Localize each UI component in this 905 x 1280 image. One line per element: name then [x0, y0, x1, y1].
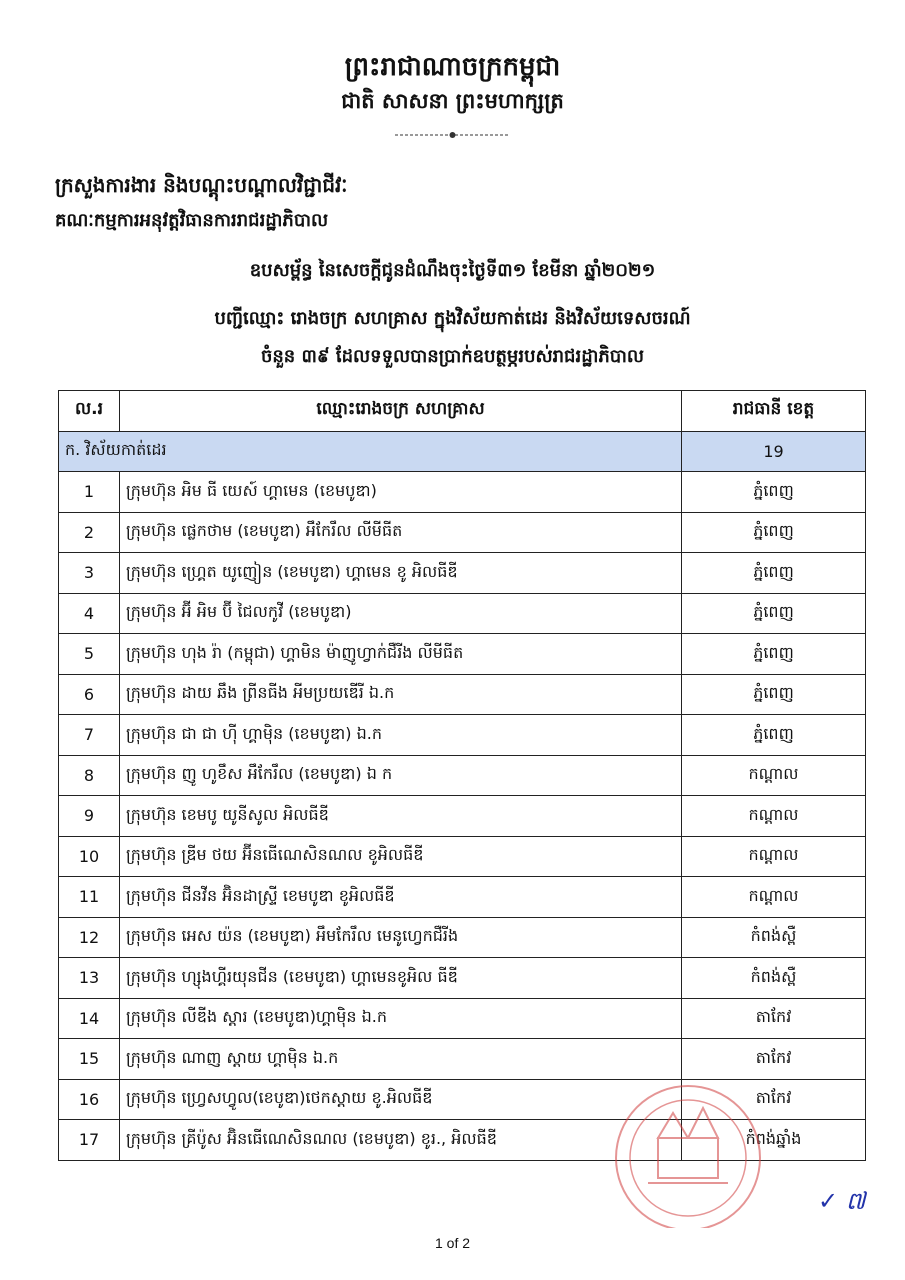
row-province: តាកែវ	[682, 998, 866, 1039]
handwritten-mark: ✓ ៧	[818, 1187, 866, 1215]
section-count: 19	[682, 431, 866, 472]
table-row	[59, 472, 866, 513]
page-number: 1 of 2	[434, 1235, 471, 1251]
table-row	[59, 1120, 866, 1161]
row-province: កំពង់ឆ្នាំង	[682, 1120, 866, 1161]
header-company-name: ឈ្មោះរោងចក្រ សហគ្រាស	[120, 391, 682, 432]
section-label: ក. វិស័យកាត់ដេរ	[59, 431, 682, 472]
row-number: 1	[59, 472, 120, 513]
table-body	[59, 431, 866, 1160]
row-number: 16	[59, 1079, 120, 1120]
row-province: ភ្នំពេញ	[682, 715, 866, 756]
row-number: 6	[59, 674, 120, 715]
companies-table	[58, 390, 866, 1161]
row-company-name: ក្រុមហ៊ុន អ៊ី អិម ប៊ី ជៃលកូវី (ខេមបូឌា)	[120, 593, 682, 634]
row-province: កណ្ដាល	[682, 796, 866, 837]
row-number: 10	[59, 836, 120, 877]
row-number: 3	[59, 553, 120, 594]
row-province: កណ្ដាល	[682, 877, 866, 918]
row-number: 4	[59, 593, 120, 634]
table-header-row	[59, 391, 866, 432]
row-company-name: ក្រុមហ៊ុន ហ្គ្រេត យូញៀន (ខេមបូឌា) ហ្គាមេន ខូ អិលធីឌី	[120, 553, 682, 594]
table-row	[59, 674, 866, 715]
table-row	[59, 634, 866, 675]
row-company-name: ក្រុមហ៊ុន ជា ជា ហ៊ី ហ្គាម៉ិន (ខេមបូឌា) ឯ.ក	[120, 715, 682, 756]
table-row	[59, 1039, 866, 1080]
row-company-name: ក្រុមហ៊ុន ហ្វ្រេសហ្វូល(ខេបូឌា)ថេកស្តាយ ខូ.អិលធីឌី	[120, 1079, 682, 1120]
row-province: កំពង់ស្ពឺ	[682, 917, 866, 958]
row-province: ភ្នំពេញ	[682, 634, 866, 675]
row-number: 15	[59, 1039, 120, 1080]
row-company-name: ក្រុមហ៊ុន អិម ធី យេស៍ ហ្គាមេន (ខេមបូឌា)	[120, 472, 682, 513]
table-row	[59, 553, 866, 594]
row-company-name: ក្រុមហ៊ុន គ្រីប៉ូស អ៊ិនធើណេសិនណល (ខេមបូឌា) ខូរ., អិលធីឌី	[120, 1120, 682, 1161]
list-title-line2: ចំនួន ៣៩ ដែលទទួលបានប្រាក់ឧបត្ថម្ភរបស់រាជរដ្ឋាភិបាល	[260, 346, 645, 367]
row-number: 13	[59, 958, 120, 999]
row-company-name: ក្រុមហ៊ុន លីឌីង ស្តារ (ខេមបូឌា)ហ្គាម៉ិន ឯ.ក	[120, 998, 682, 1039]
row-province: ភ្នំពេញ	[682, 553, 866, 594]
row-company-name: ក្រុមហ៊ុន ណាញ ស្តាយ ហ្គាម៉ិន ឯ.ក	[120, 1039, 682, 1080]
table-row	[59, 512, 866, 553]
row-company-name: ក្រុមហ៊ុន ដាយ ឆឹង ព្រីនធីង អីមប្រយឌើរី ឯ.ក	[120, 674, 682, 715]
table-row	[59, 593, 866, 634]
table-row	[59, 877, 866, 918]
row-province: កណ្ដាល	[682, 755, 866, 796]
table-row	[59, 715, 866, 756]
row-province: កណ្ដាល	[682, 836, 866, 877]
row-company-name: ក្រុមហ៊ុន ផ្លេកថាម (ខេមបូឌា) អឹកែរឹល លីមីធីត	[120, 512, 682, 553]
row-number: 14	[59, 998, 120, 1039]
ornamental-divider	[395, 128, 510, 142]
table-row	[59, 917, 866, 958]
row-company-name: ក្រុមហ៊ុន ហុង រ៉ា (កម្ពុជា) ហ្គាមិន ម៉ាញូហ្វាក់ជឺរីង លីមីធីត	[120, 634, 682, 675]
table-row	[59, 755, 866, 796]
table-row	[59, 836, 866, 877]
table-row	[59, 796, 866, 837]
row-company-name: ក្រុមហ៊ុន អេស យ៉ន (ខេមបូឌា) អឹមកែរឹល មេនូហ្វេកជឺរីង	[120, 917, 682, 958]
row-number: 11	[59, 877, 120, 918]
annex-title: ឧបសម្ព័ន្ធ នៃសេចក្ដីជូនដំណឹងចុះថ្ងៃទី៣១ ខែមីនា ឆ្នាំ២០២១	[249, 260, 656, 281]
row-province: ភ្នំពេញ	[682, 674, 866, 715]
row-number: 5	[59, 634, 120, 675]
row-province: ភ្នំពេញ	[682, 512, 866, 553]
committee-name: គណៈកម្មការអនុវត្តវិធានការរាជរដ្ឋាភិបាល	[55, 210, 329, 231]
row-number: 17	[59, 1120, 120, 1161]
row-number: 9	[59, 796, 120, 837]
table-row	[59, 998, 866, 1039]
kingdom-heading: ព្រះរាជាណាចក្រកម្ពុជា	[344, 52, 561, 82]
row-province: តាកែវ	[682, 1079, 866, 1120]
row-number: 7	[59, 715, 120, 756]
national-motto: ជាតិ សាសនា ព្រះមហាក្សត្រ	[341, 89, 564, 113]
row-number: 12	[59, 917, 120, 958]
row-province: ភ្នំពេញ	[682, 472, 866, 513]
table-row	[59, 958, 866, 999]
row-number: 2	[59, 512, 120, 553]
row-number: 8	[59, 755, 120, 796]
section-row-garment	[59, 431, 866, 472]
row-company-name: ក្រុមហ៊ុន ឌ្រីម ថយ អ៊ីនធើណេសិនណល ខូអិលធីឌី	[120, 836, 682, 877]
ministry-name: ក្រសួងការងារ និងបណ្តុះបណ្តាលវិជ្ជាជីវៈ	[55, 173, 348, 197]
row-company-name: ក្រុមហ៊ុន ជីនវីន អ៊ិនដាស្រ្ទី ខេមបូឌា ខូអិលធីឌី	[120, 877, 682, 918]
row-province: កំពង់ស្ពឺ	[682, 958, 866, 999]
row-company-name: ក្រុមហ៊ុន ហ្សុងហ្គីរយុនជីន (ខេមបូឌា) ហ្គាមេនខូអិល ធីឌី	[120, 958, 682, 999]
row-province: តាកែវ	[682, 1039, 866, 1080]
header-number: ល.រ	[59, 391, 120, 432]
table-row	[59, 1079, 866, 1120]
header-province: រាជធានី ខេត្ត	[682, 391, 866, 432]
row-company-name: ក្រុមហ៊ុន ញូ ហូខឹស អឹកែរឹល (ខេមបូឌា) ឯ ក	[120, 755, 682, 796]
row-company-name: ក្រុមហ៊ុន ខេមបូ យូនីសូល អិលធីឌី	[120, 796, 682, 837]
list-title-line1: បញ្ជីឈ្មោះ រោងចក្រ សហគ្រាស ក្នុងវិស័យកាត់ដេរ និងវិស័យទេសចរណ៍	[214, 308, 691, 329]
row-province: ភ្នំពេញ	[682, 593, 866, 634]
